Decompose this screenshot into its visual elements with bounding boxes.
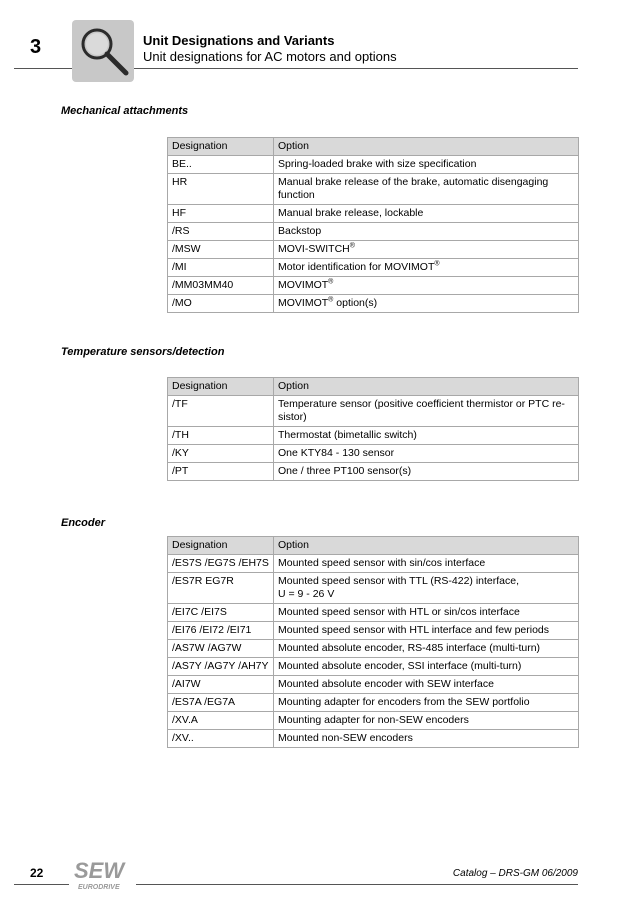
option-cell: Mounted speed sensor with HTL interface and few periods [274, 622, 579, 640]
option-cell: One KTY84 - 130 sensor [274, 445, 579, 463]
registered-mark: ® [328, 296, 334, 304]
table-row [168, 573, 579, 604]
designation-cell: /ES7R EG7R [168, 573, 274, 604]
column-header-option: Option [274, 138, 579, 156]
option-cell [274, 277, 579, 295]
table-row [168, 730, 579, 748]
column-header-designation: Designation [168, 537, 274, 555]
designation-cell: /AS7Y /AG7Y /AH7Y [168, 658, 274, 676]
column-header-designation: Designation [168, 138, 274, 156]
designation-cell: /AI7W [168, 676, 274, 694]
designation-cell: /MO [168, 295, 274, 313]
footer-divider [136, 884, 578, 885]
table-row [168, 555, 579, 573]
magnifier-icon [72, 20, 134, 82]
table-row [168, 223, 579, 241]
designation-cell: BE.. [168, 156, 274, 174]
table-encoder [167, 536, 579, 748]
table-header-row [168, 138, 579, 156]
registered-mark: ® [434, 260, 440, 268]
designation-cell: /XV.A [168, 712, 274, 730]
registered-mark: ® [349, 242, 355, 250]
option-cell: One / three PT100 sensor(s) [274, 463, 579, 481]
table-row [168, 694, 579, 712]
designation-cell: HF [168, 205, 274, 223]
table-row [168, 445, 579, 463]
option-cell: Mounted speed sensor with sin/cos interface [274, 555, 579, 573]
table-row [168, 427, 579, 445]
footer-divider-left [14, 884, 69, 885]
page-title: Unit Designations and Variants [143, 33, 335, 48]
registered-mark: ® [328, 278, 334, 286]
option-text: MOVI-SWITCH [278, 243, 350, 255]
option-cell [274, 259, 579, 277]
table-row [168, 463, 579, 481]
option-cell: Backstop [274, 223, 579, 241]
logo-text: SEW [74, 858, 125, 883]
section-heading-mechanical: Mechanical attachments [61, 105, 189, 117]
designation-cell: /EI7C /EI7S [168, 604, 274, 622]
designation-cell: /MSW [168, 241, 274, 259]
section-heading-encoder: Encoder [61, 517, 106, 529]
table-row [168, 622, 579, 640]
designation-cell: /MI [168, 259, 274, 277]
option-text: Mounted speed sensor with TTL (RS-422) interface, [278, 575, 520, 587]
option-cell: Temperature sensor (positive coefficient thermistor or PTC re-sistor) [274, 396, 579, 427]
option-cell: Spring-loaded brake with size specification [274, 156, 579, 174]
option-cell: Mounted speed sensor with HTL or sin/cos interface [274, 604, 579, 622]
column-header-option: Option [274, 378, 579, 396]
designation-cell: /AS7W /AG7W [168, 640, 274, 658]
column-header-option: Option [274, 537, 579, 555]
table-row [168, 241, 579, 259]
page-number: 22 [30, 866, 44, 880]
table-row [168, 640, 579, 658]
option-text: Motor identification for MOVIMOT [278, 261, 435, 273]
table-header-row [168, 378, 579, 396]
logo-subtext: EURODRIVE [78, 884, 120, 891]
option-cell: Mounted absolute encoder with SEW interface [274, 676, 579, 694]
option-cell [274, 295, 579, 313]
designation-cell: /TF [168, 396, 274, 427]
table-row [168, 658, 579, 676]
option-text: MOVIMOT [278, 279, 329, 291]
table-mechanical-attachments [167, 137, 579, 313]
page-subtitle: Unit designations for AC motors and options [143, 49, 397, 64]
designation-cell: HR [168, 174, 274, 205]
table-row [168, 174, 579, 205]
designation-cell: /ES7A /EG7A [168, 694, 274, 712]
option-cell: Manual brake release of the brake, automatic disengaging function [274, 174, 579, 205]
option-cell: Mounting adapter for non-SEW encoders [274, 712, 579, 730]
table-row [168, 396, 579, 427]
chapter-number: 3 [30, 36, 42, 58]
designation-cell: /EI76 /EI72 /EI71 [168, 622, 274, 640]
option-text: MOVIMOT [278, 297, 329, 309]
option-cell: Mounting adapter for encoders from the SEW portfolio [274, 694, 579, 712]
section-heading-temperature: Temperature sensors/detection [61, 346, 225, 358]
table-row [168, 205, 579, 223]
designation-cell: /RS [168, 223, 274, 241]
sew-eurodrive-logo [72, 856, 134, 892]
option-cell: Mounted absolute encoder, SSI interface (multi-turn) [274, 658, 579, 676]
table-row [168, 277, 579, 295]
option-cell: Thermostat (bimetallic switch) [274, 427, 579, 445]
column-header-designation: Designation [168, 378, 274, 396]
table-row [168, 259, 579, 277]
designation-cell: /XV.. [168, 730, 274, 748]
option-suffix: option(s) [333, 297, 378, 309]
option-cell [274, 241, 579, 259]
table-header-row [168, 537, 579, 555]
designation-cell: /PT [168, 463, 274, 481]
option-text-line2: U = 9 - 26 V [278, 588, 335, 600]
table-row [168, 156, 579, 174]
table-row [168, 604, 579, 622]
option-cell [274, 573, 579, 604]
designation-cell: /MM03MM40 [168, 277, 274, 295]
designation-cell: /ES7S /EG7S /EH7S [168, 555, 274, 573]
table-row [168, 295, 579, 313]
table-temperature-sensors [167, 377, 579, 481]
designation-cell: /KY [168, 445, 274, 463]
option-cell: Mounted non-SEW encoders [274, 730, 579, 748]
table-row [168, 676, 579, 694]
table-row [168, 712, 579, 730]
designation-cell: /TH [168, 427, 274, 445]
catalog-reference: Catalog – DRS-GM 06/2009 [452, 868, 578, 879]
option-cell: Mounted absolute encoder, RS-485 interface (multi-turn) [274, 640, 579, 658]
option-cell: Manual brake release, lockable [274, 205, 579, 223]
